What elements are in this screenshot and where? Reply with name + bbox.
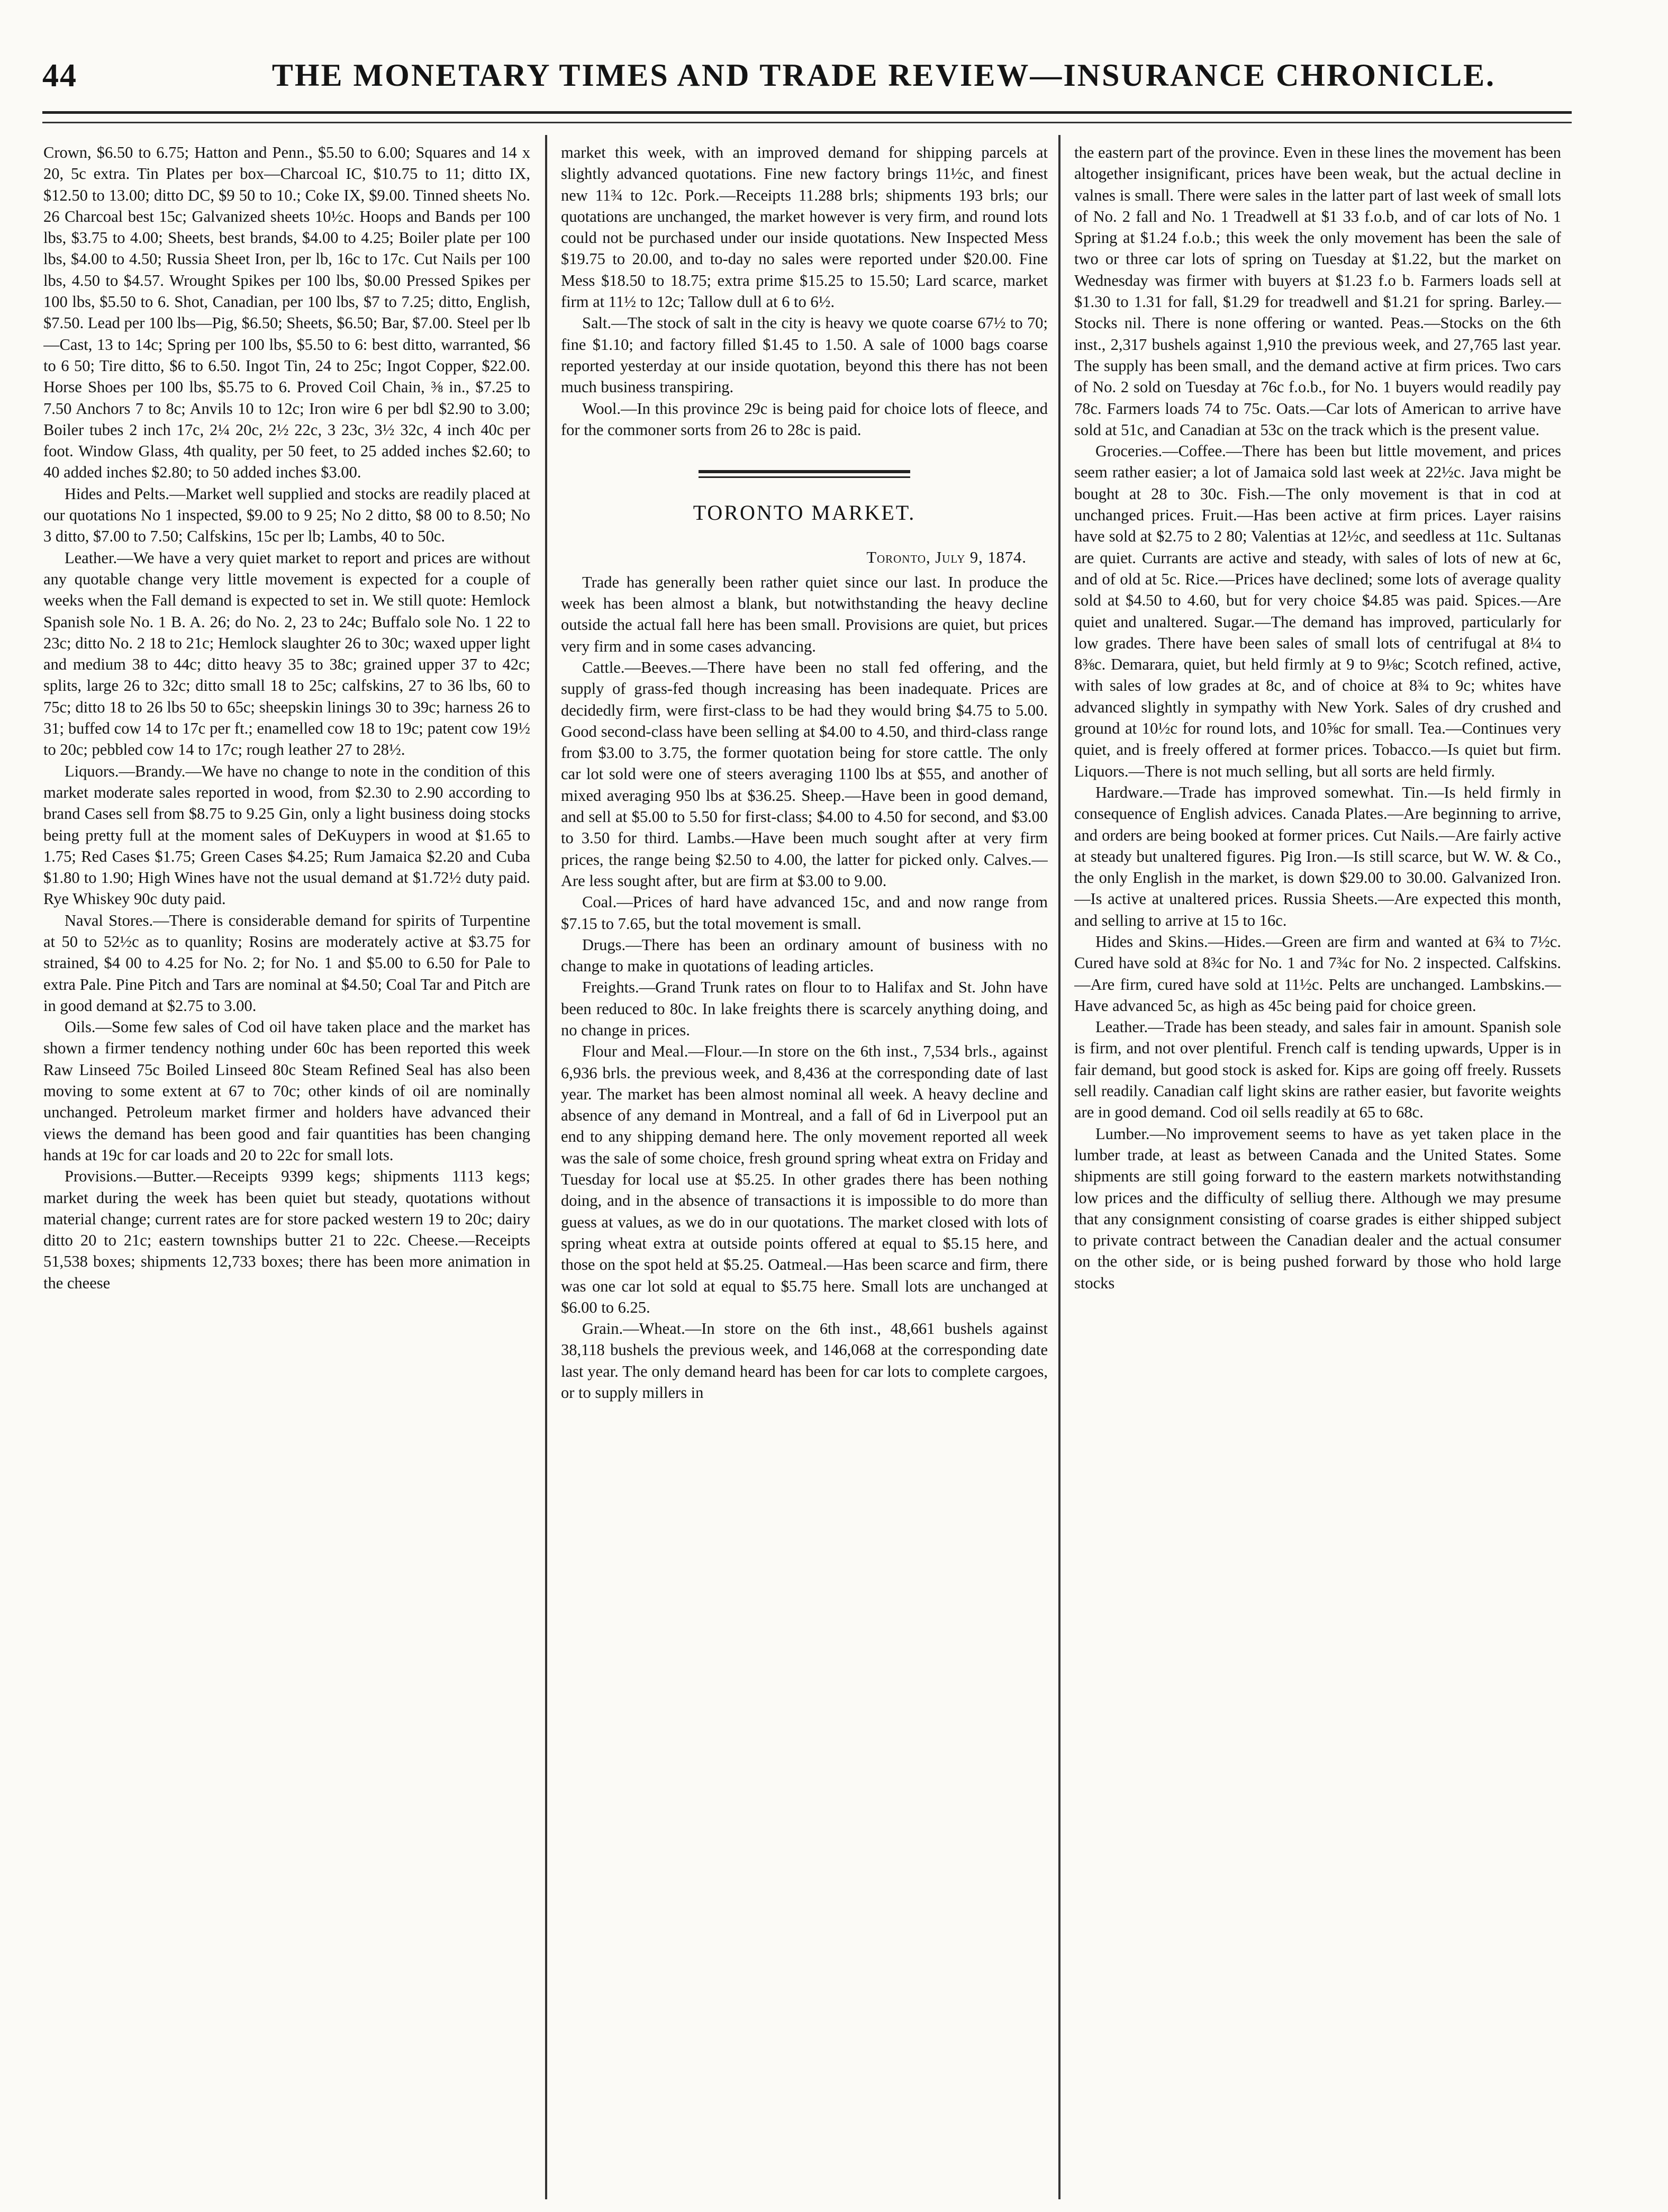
paragraph-freights: Freights.—Grand Trunk rates on flour to to Halifax and St. John have been reduced to 80c. In lake freights there is scarcely anything doing, and no change in prices. xyxy=(561,978,1048,1039)
header-rule-thin xyxy=(42,122,1572,123)
paragraph-cheese-pork: market this week, with an improved demand for shipping parcels at slightly advanced quotations. Fine new factory brings 11½c, and finest new 11¾ to 12c. Pork.—Receipts 11.288 brls; shipments 193 brls; our quotations are unchanged, the market however is very firm, and round lots could not be purchased under our inside quotations. New Inspected Mess $19.75 to 20.00, and to-day no sales were reported under $20.00. Fine Mess $18.50 to 18.75; extra prime $15.25 to 15.50; Lard scarce, market firm at 11½ to 12c; Tallow dull at 6 to 6½. xyxy=(561,143,1048,311)
paragraph-lumber: Lumber.—No improvement seems to have as yet taken place in the lumber trade, at least as between Canada and the United States. Some shipments are still going forward to the eastern markets notwithstanding low prices and the difficulty of selliug there. Although we may presume that any consignment consisting of coarse grades is either shipped subject to private contract between the Canadian dealer and the actual consumer on the other side, or is being pushed forward by those who hold large stocks xyxy=(1074,1124,1561,1292)
paragraph-leather-toronto: Leather.—Trade has been steady, and sales fair in amount. Spanish sole is firm, and not over plentiful. French calf is tending upwards, Upper is in fair demand, but good stock is asked for. Kips are going off freely. Russets sell readily. Canadian calf light skins are rather easier, but favorite weights are in good demand. Cod oil sells readily at 65 to 68c. xyxy=(1074,1018,1561,1122)
paragraph-leather: Leather.—We have a very quiet market to report and prices are without any quotable change very little movement is expected for a couple of weeks when the Fall demand is expected to set in. We still quote: Hemlock Spanish sole No. 1 B. A. 26; do No. 2, 23 to 24c; Buffalo sole No. 1 22 to 23c; ditto No. 2 18 to 21c; Hemlock slaughter 26 to 30c; waxed upper light and medium 38 to 44c; ditto heavy 35 to 38c; grained upper 37 to 42c; splits, large 26 to 32c; ditto small 18 to 25c; calfskins, 27 to 36 lbs, 60 to 75c; ditto 18 to 26 lbs 50 to 65c; sheepskin linings 30 to 39c; harness 26 to 31; buffed cow 14 to 17c per ft.; enamelled cow 18 to 19c; patent cow 19½ to 20c; pebbled cow 14 to 17c; rough leather 27 to 28½. xyxy=(43,548,530,759)
paragraph-hardware: Hardware.—Trade has improved somewhat. Tin.—Is held firmly in consequence of English advices. Canada Plates.—Are beginning to arrive, and orders are being booked at former prices. Cut Nails.—Are fairly active at steady but unaltered figures. Pig Iron.—Is still scarce, but W. W. & Co., the only English in the market, is down $29.00 to 30.00. Galvanized Iron.—Is active at unaltered prices. Russia Sheets.—Are expected this month, and selling to arrive at 15 to 16c. xyxy=(1074,783,1561,929)
separator-rule-thick xyxy=(699,470,910,473)
paragraph-grain: Grain.—Wheat.—In store on the 6th inst., 48,661 bushels against 38,118 bushels the previous week, and 146,068 at the corresponding date last year. The only demand heard has been for car lots to complete cargoes, or to supply millers in xyxy=(561,1320,1048,1402)
section-title: TORONTO MARKET. xyxy=(693,501,916,525)
column-rule xyxy=(545,135,547,2199)
paragraph-oils: Oils.—Some few sales of Cod oil have taken place and the market has shown a firmer tendency nothing under 60c has been reported this week Raw Linseed 75c Boiled Linseed 80c Steam Refined Seal has also been moving to some extent at 67 to 70c; other kinds of oil are nominally unchanged. Petroleum market firmer and holders have advanced their views the demand has been good and fair quantities has been changing hands at 19c for car loads and 20 to 22c for small lots. xyxy=(43,1018,530,1164)
page-header xyxy=(42,57,1572,110)
column-1 xyxy=(43,142,530,2196)
running-title: THE MONETARY TIMES AND TRADE REVIEW—INSURANCE CHRONICLE. xyxy=(271,58,1496,93)
paragraph-naval-stores: Naval Stores.—There is considerable demand for spirits of Turpentine at 50 to 52½c as to quanlity; Rosins are moderately active at $3.75 for strained, $4 00 to 4.25 for No. 2; for No. 1 and $5.00 to 6.50 for Pale to extra Pale. Pine Pitch and Tars are nominal at $4.50; Coal Tar and Pitch are in good demand at $2.75 to 3.00. xyxy=(43,911,530,1015)
paragraph-grain-continued: the eastern part of the province. Even in these lines the movement has been altogether insignificant, prices have been weak, but the actual decline in valnes is small. There were sales in the latter part of last week of small lots of No. 2 fall and No. 1 Treadwell at $1 33 f.o.b, and of car lots of No. 1 Spring at $1.24 f.o.b.; this week the only movement has been the sale of two or three car lots of spring on Tuesday at $1.22, but the market on Wednesday was firmer with buyers at $1.23 f.o b. Farmers loads sell at $1.30 to 1.31 for fall, $1.29 for treadwell and $1.21 for spring. Barley.—Stocks nil. There is none offering or wanted. Peas.—Stocks on the 6th inst., 2,317 bushels against 1,910 the previous week, and 27,765 last year. The supply has been small, and the demand active at firm prices. Two cars of No. 2 sold on Tuesday at 76c f.o.b., for No. 1 buyers would readily pay 78c. Farmers loads 74 to 75c. Oats.—Car lots of American to arrive have sold at 51c, and Canadian at 53c on the track which is the present value. xyxy=(1074,143,1561,439)
paragraph-groceries: Groceries.—Coffee.—There has been but little movement, and prices seem rather easier; a lot of Jamaica sold last week at 22½c. Java might be bought at 28 to 30c. Fish.—The only movement is that in cod at unchanged prices. Fruit.—Has been active at firm prices. Layer raisins have sold at $2.75 to 2 80; Valentias at 12½c, and seedless at 11c. Sultanas are quiet. Currants are active and steady, with sales of lots of new at 6c, and of old at 5c. Rice.—Prices have declined; some lots of average quality sold at $4.50 to 4.60, but for very choice $4.85 was paid. Spices.—Are quiet and unaltered. Sugar.—The demand has improved, particularly for low grades. There have been sales of small lots of centrifugal at 8¼ to 8⅜c. Demarara, quiet, but held firmly at 9 to 9⅛c; Scotch refined, active, with sales of low grades at 8c, and of choice at 8¾ to 9c; whites have advanced slightly in sympathy with New York. Sales of dry crushed and ground at 10½c for round lots, and 10⅝c for small. Tea.—Continues very quiet, and is freely offered at former prices. Tobacco.—Is quiet but firm. Liquors.—There is not much selling, but all sorts are held firmly. xyxy=(1074,442,1561,780)
paragraph-coal: Coal.—Prices of hard have advanced 15c, and and now range from $7.15 to 7.65, but the total movement is small. xyxy=(561,893,1048,933)
column-rule xyxy=(1058,135,1060,2199)
paragraph-flour-and-meal: Flour and Meal.—Flour.—In store on the 6th inst., 7,534 brls., against 6,936 brls. the previous week, and 8,436 at the corresponding date of last year. The market has been almost nominal all week. A heavy decline and absence of any demand in Montreal, and a fall of 6d in Liverpool put an end to any shipping demand here. The only movement reported all week was the sale of some choice, fresh ground spring wheat extra on Friday and Tuesday for local use at $5.25. In other grades there has been nothing doing, and in the absence of transactions it is impossible to do more than guess at values, as we do in our quotations. The market closed with lots of spring wheat extra at outside points offered at equal to $5.15 here, and those on the spot held at $5.25. Oatmeal.—Has been scarce and firm, there was one car lot sold at equal to $5.75 here. Small lots are unchanged at $6.00 to 6.25. xyxy=(561,1042,1048,1316)
header-rule-thick xyxy=(42,111,1572,114)
column-3 xyxy=(1074,142,1561,2196)
paragraph-metals: Crown, $6.50 to 6.75; Hatton and Penn., $5.50 to 6.00; Squares and 14 x 20, 5c extra. Tin Plates per box—Charcoal IC, $10.75 to 11; ditto IX, $12.50 to 13.00; ditto DC, $9 50 to 10.; Coke IX, $9.00. Tinned sheets No. 26 Charcoal best 15c; Galvanized sheets 10½c. Hoops and Bands per 100 lbs, $3.75 to 4.00; Sheets, best brands, $4.00 to 4.25; Boiler plate per 100 lbs, $4.00 to 4.50; Russia Sheet Iron, per lb, 16c to 17c. Cut Nails per 100 lbs, 4.50 to $4.57. Wrought Spikes per 100 lbs, $0.00 Pressed Spikes per 100 lbs, $5.50 to 6. Shot, Canadian, per 100 lbs, $7 to 7.25; ditto, English, $7.50. Lead per 100 lbs—Pig, $6.50; Sheets, $6.50; Bar, $7.00. Steel per lb—Cast, 13 to 14c; Spring per 100 lbs, $5.50 to 6: best ditto, warranted, $6 to 6 50; Tire ditto, $6 to 6.50. Ingot Tin, 24 to 25c; Ingot Copper, $22.00. Horse Shoes per 100 lbs, $5.75 to 6. Proved Coil Chain, ⅜ in., $7.25 to 7.50 Anchors 7 to 8c; Anvils 10 to 12c; Iron wire 6 per bdl $2.90 to 3.00; Boiler tubes 2 inch 17c, 2¼ 20c, 2½ 22c, 3 23c, 3½ 32c, 4 inch 40c per foot. Window Glass, 4th quality, per 50 feet, to 25 added inches $2.60; to 40 added inches $2.80; to 50 added inches $3.00. xyxy=(43,143,530,482)
paragraph-provisions: Provisions.—Butter.—Receipts 9399 kegs; shipments 1113 kegs; market during the week has been quiet but steady, quotations without material change; current rates are for store packed western 19 to 20c; dairy ditto 20 to 21c; eastern townships butter 21 to 22c. Cheese.—Receipts 51,538 boxes; shipments 12,733 boxes; there has been more animation in the cheese xyxy=(43,1167,530,1292)
page-number: 44 xyxy=(42,58,77,94)
section-separator xyxy=(699,470,910,478)
paragraph-hides-and-skins: Hides and Skins.—Hides.—Green are firm and wanted at 6¾ to 7½c. Cured have sold at 8¾c for No. 1 and 7¾c for No. 2 inspected. Calfskins.—Are firm, cured have sold at 11½c. Pelts are unchanged. Lambskins.—Have advanced 5c, as high as 45c being paid for choice green. xyxy=(1074,932,1561,1015)
paragraph-hides-and-pelts: Hides and Pelts.—Market well supplied and stocks are readily placed at our quotations No 1 inspected, $9.00 to 9 25; No 2 ditto, $8 00 to 8.50; No 3 ditto, $7.00 to 7.50; Calfskins, 15c per lb; Lambs, 40 to 50c. xyxy=(43,484,530,546)
dateline: Toronto, July 9, 1874. xyxy=(866,548,1027,567)
paragraph-drugs: Drugs.—There has been an ordinary amount of business with no change to make in quotations of leading articles. xyxy=(561,935,1048,976)
paragraph-salt: Salt.—The stock of salt in the city is heavy we quote coarse 67½ to 70; fine $1.10; and factory filled $1.45 to 1.50. A sale of 1000 bags coarse reported yesterday at our inside quotation, beyond this there has not been much business transpiring. xyxy=(561,314,1048,396)
paragraph-trade-summary: Trade has generally been rather quiet since our last. In produce the week has been almost a blank, but notwithstanding the heavy decline outside the actual fall here has been small. Provisions are quiet, but prices very firm and in some cases advancing. xyxy=(561,573,1048,655)
column-2 xyxy=(561,142,1048,2196)
paragraph-liquors: Liquors.—Brandy.—We have no change to note in the condition of this market moderate sales reported in wood, from $2.30 to 2.90 according to brand Cases sell from $8.75 to 9.25 Gin, only a light business doing stocks being pretty full at the moment sales of DeKuypers in wood at $1.65 to 1.75; Red Cases $1.75; Green Cases $4.25; Rum Jamaica $2.20 and Cuba $1.80 to 1.90; High Wines have not the usual demand at $1.72½ duty paid. Rye Whiskey 90c duty paid. xyxy=(43,762,530,908)
paragraph-cattle: Cattle.—Beeves.—There have been no stall fed offering, and the supply of grass-fed though increasing has been inadequate. Prices are decidedly firm, were first-class to be had they would bring $4.75 to 5.00. Good second-class have been selling at $4.00 to 4.50, and third-class range from $3.00 to 3.75, the former quotation being for store cattle. The only car lot sold were one of steers averaging 1100 lbs at $55, and another of mixed averaging 950 lbs at $36.25. Sheep.—Have been in good demand, and sell at $5.00 to 5.50 for first-class; $4.00 to 4.50 for second, and $3.00 to 3.50 for third. Lambs.—Have been much sought after at very firm prices, the range being $2.50 to 4.00, the latter for picked only. Calves.—Are less sought after, but are firm at $3.00 to 9.00. xyxy=(561,658,1048,890)
separator-rule-thin xyxy=(699,476,910,478)
paragraph-wool: Wool.—In this province 29c is being paid for choice lots of fleece, and for the commoner sorts from 26 to 28c is paid. xyxy=(561,399,1048,439)
